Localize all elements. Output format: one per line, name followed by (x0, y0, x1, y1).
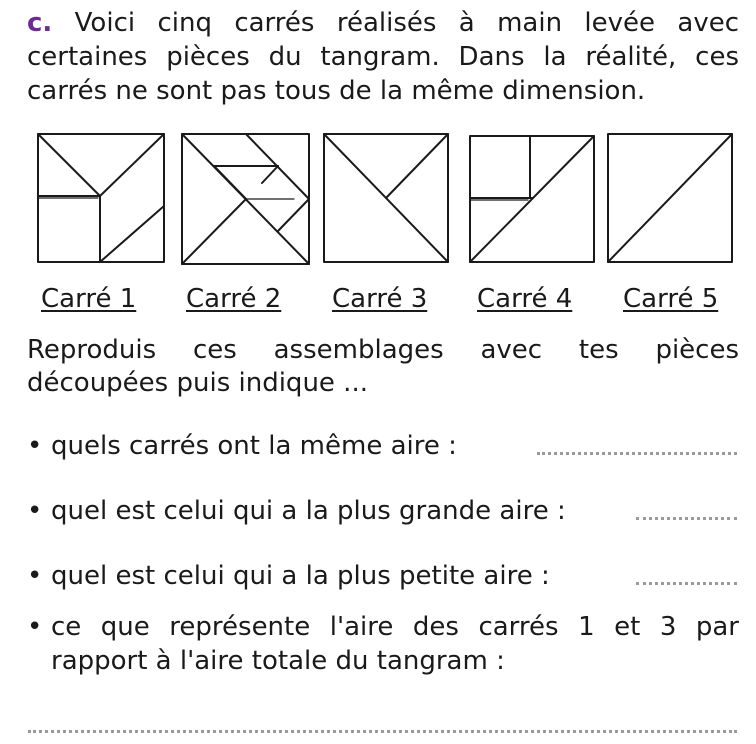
bullet: • (27, 431, 43, 461)
square-5-drawing (608, 134, 732, 262)
question-1-text: quels carrés ont la même aire : (51, 431, 457, 461)
answer-line-3[interactable] (636, 582, 737, 585)
square-3-label: Carré 3 (332, 284, 428, 314)
square-4-label: Carré 4 (477, 284, 573, 314)
question-1 (27, 430, 457, 463)
question-4 (27, 610, 739, 678)
bullet: • (27, 612, 43, 642)
question-2 (27, 495, 566, 528)
square-2-label: Carré 2 (186, 284, 282, 314)
square-2-drawing (182, 134, 309, 264)
answer-line-2[interactable] (636, 517, 737, 520)
square-5-label: Carré 5 (623, 284, 719, 314)
bullet: • (27, 496, 43, 526)
square-1-drawing (38, 134, 164, 262)
intro-text: Voici cinq carrés réalisés à main levée avec certaines pièces du tangram. Dans la réalité, ces carrés ne sont pas tous de la même dimension. (27, 8, 739, 106)
bullet: • (27, 561, 43, 591)
question-2-text: quel est celui qui a la plus grande aire : (51, 496, 566, 526)
exercise-intro (27, 6, 739, 108)
question-3 (27, 560, 550, 593)
square-1-label: Carré 1 (41, 284, 137, 314)
answer-line-4[interactable] (28, 730, 737, 733)
question-4-text: ce que représente l'aire des carrés 1 et 3 par rapport à l'aire totale du tangram : (51, 612, 739, 676)
square-4-drawing (470, 136, 594, 262)
square-3-drawing (324, 134, 448, 262)
exercise-letter: c. (27, 8, 53, 38)
question-3-text: quel est celui qui a la plus petite aire : (51, 561, 550, 591)
tangram-squares (0, 128, 756, 273)
instruction-text: Reproduis ces assemblages avec tes pièces découpées puis indique ... (27, 335, 739, 398)
answer-line-1[interactable] (537, 452, 737, 455)
